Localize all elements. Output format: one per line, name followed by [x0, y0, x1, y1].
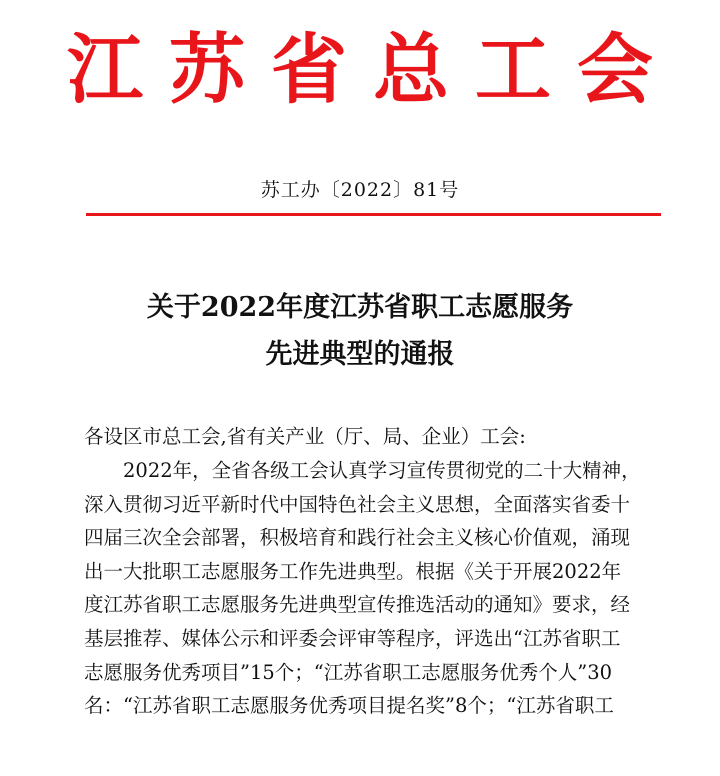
- body-line: 名：“江苏省职工志愿服务优秀项目提名奖”8个；“江苏省职工: [84, 694, 614, 718]
- red-divider-rule: [86, 213, 661, 216]
- document-number: 苏工办〔2022〕81号: [260, 179, 460, 201]
- masthead-title: 江苏省总工会: [67, 25, 679, 114]
- body-line: 基层推荐、媒体公示和评委会评审等程序，评选出“江苏省职工: [84, 626, 621, 650]
- body-line: 2022年，全省各级工会认真学习宣传贯彻党的二十大精神，: [123, 459, 641, 482]
- body-line: 深入贯彻习近平新时代中国特色社会主义思想，全面落实省委十: [84, 492, 631, 516]
- body-paragraph: [84, 454, 654, 723]
- notice-title-line-2: 先进典型的通报: [265, 339, 455, 370]
- body-line: 度江苏省职工志愿服务先进典型宣传推选活动的通知》要求，经: [84, 593, 631, 617]
- salutation: 各设区市总工会,省有关产业（厅、局、企业）工会:: [84, 425, 526, 448]
- body-line: 志愿服务优秀项目”15个；“江苏省职工志愿服务优秀个人”30: [84, 660, 613, 684]
- body-line: 出一大批职工志愿服务工作先进典型。根据《关于开展2022年: [84, 559, 622, 583]
- notice-title-line-1: 关于2022年度江苏省职工志愿服务: [146, 292, 574, 323]
- body-line: 四届三次全会部署，积极培育和践行社会主义核心价值观，涌现: [84, 526, 631, 550]
